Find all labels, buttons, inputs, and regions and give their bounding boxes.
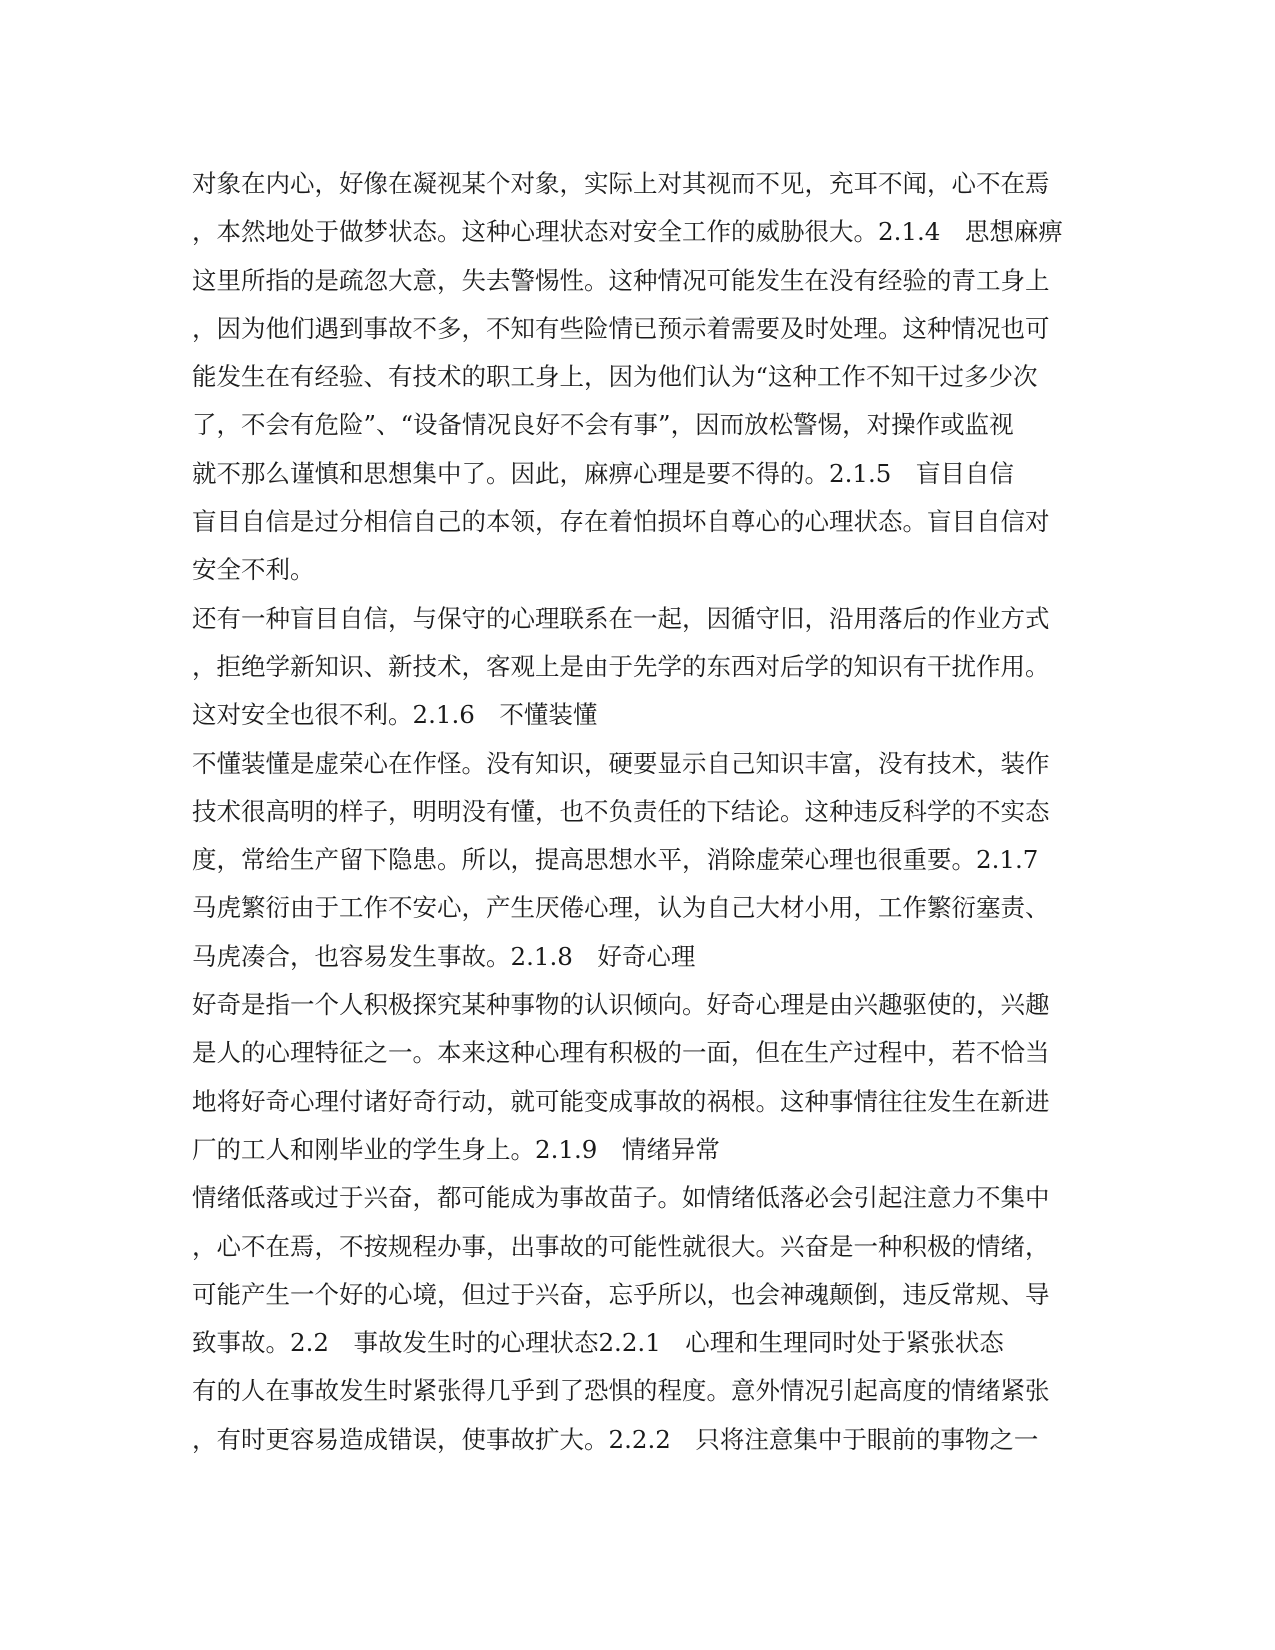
text-line: ，心不在焉，不按规程办事，出事故的可能性就很大。兴奋是一种积极的情绪，	[192, 1231, 1050, 1261]
text-line: 这对安全也很不利。2.1.6 不懂装懂	[192, 700, 598, 730]
text-line: 这里所指的是疏忽大意，失去警惕性。这种情况可能发生在没有经验的青工身上	[192, 265, 1050, 295]
text-line: 盲目自信是过分相信自己的本领，存在着怕损坏自尊心的心理状态。盲目自信对	[192, 507, 1050, 537]
text-line: 就不那么谨慎和思想集中了。因此，麻痹心理是要不得的。2.1.5 盲目自信	[192, 458, 1014, 488]
text-line: ，有时更容易造成错误，使事故扩大。2.2.2 只将注意集中于眼前的事物之一	[192, 1424, 1039, 1454]
text-line: 厂的工人和刚毕业的学生身上。2.1.9 情绪异常	[192, 1134, 720, 1164]
text-line: 度，常给生产留下隐患。所以，提高思想水平，消除虚荣心理也很重要。2.1.7	[192, 845, 1039, 875]
text-line: ，本然地处于做梦状态。这种心理状态对安全工作的威胁很大。2.1.4 思想麻痹	[192, 217, 1063, 247]
text-line: 情绪低落或过于兴奋，都可能成为事故苗子。如情绪低落必会引起注意力不集中	[192, 1183, 1050, 1213]
body-text	[192, 160, 1092, 1464]
text-line: 了，不会有危险”、“设备情况良好不会有事”，因而放松警惕，对操作或监视	[192, 410, 1014, 440]
text-line: 地将好奇心理付诸好奇行动，就可能变成事故的祸根。这种事情往往发生在新进	[192, 1086, 1050, 1116]
text-line: ，拒绝学新知识、新技术，客观上是由于先学的东西对后学的知识有干扰作用。	[192, 651, 1050, 681]
text-line: 致事故。2.2 事故发生时的心理状态2.2.1 心理和生理同时处于紧张状态	[192, 1328, 1004, 1358]
text-line: 安全不利。	[192, 555, 315, 585]
text-line: 对象在内心，好像在凝视某个对象，实际上对其视而不见，充耳不闻，心不在焉	[192, 169, 1050, 198]
text-line: 马虎繁衍由于工作不安心，产生厌倦心理，认为自己大材小用，工作繁衍塞责、	[192, 893, 1050, 923]
text-line: 是人的心理特征之一。本来这种心理有积极的一面，但在生产过程中，若不恰当	[192, 1038, 1050, 1068]
text-line: 不懂装懂是虚荣心在作怪。没有知识，硬要显示自己知识丰富，没有技术，装作	[192, 748, 1050, 778]
text-line: 马虎凑合，也容易发生事故。2.1.8 好奇心理	[192, 941, 696, 971]
text-line: 能发生在有经验、有技术的职工身上，因为他们认为“这种工作不知干过多少次	[192, 362, 1038, 392]
text-line: 有的人在事故发生时紧张得几乎到了恐惧的程度。意外情况引起高度的情绪紧张	[192, 1376, 1050, 1406]
text-line: ，因为他们遇到事故不多，不知有些险情已预示着需要及时处理。这种情况也可	[192, 313, 1050, 343]
text-line: 好奇是指一个人积极探究某种事物的认识倾向。好奇心理是由兴趣驱使的，兴趣	[192, 990, 1050, 1020]
text-line: 可能产生一个好的心境，但过于兴奋，忘乎所以，也会神魂颠倒，违反常规、导	[192, 1279, 1050, 1309]
text-line: 还有一种盲目自信，与保守的心理联系在一起，因循守旧，沿用落后的作业方式	[192, 603, 1050, 633]
text-line: 技术很高明的样子，明明没有懂，也不负责任的下结论。这种违反科学的不实态	[192, 796, 1050, 826]
